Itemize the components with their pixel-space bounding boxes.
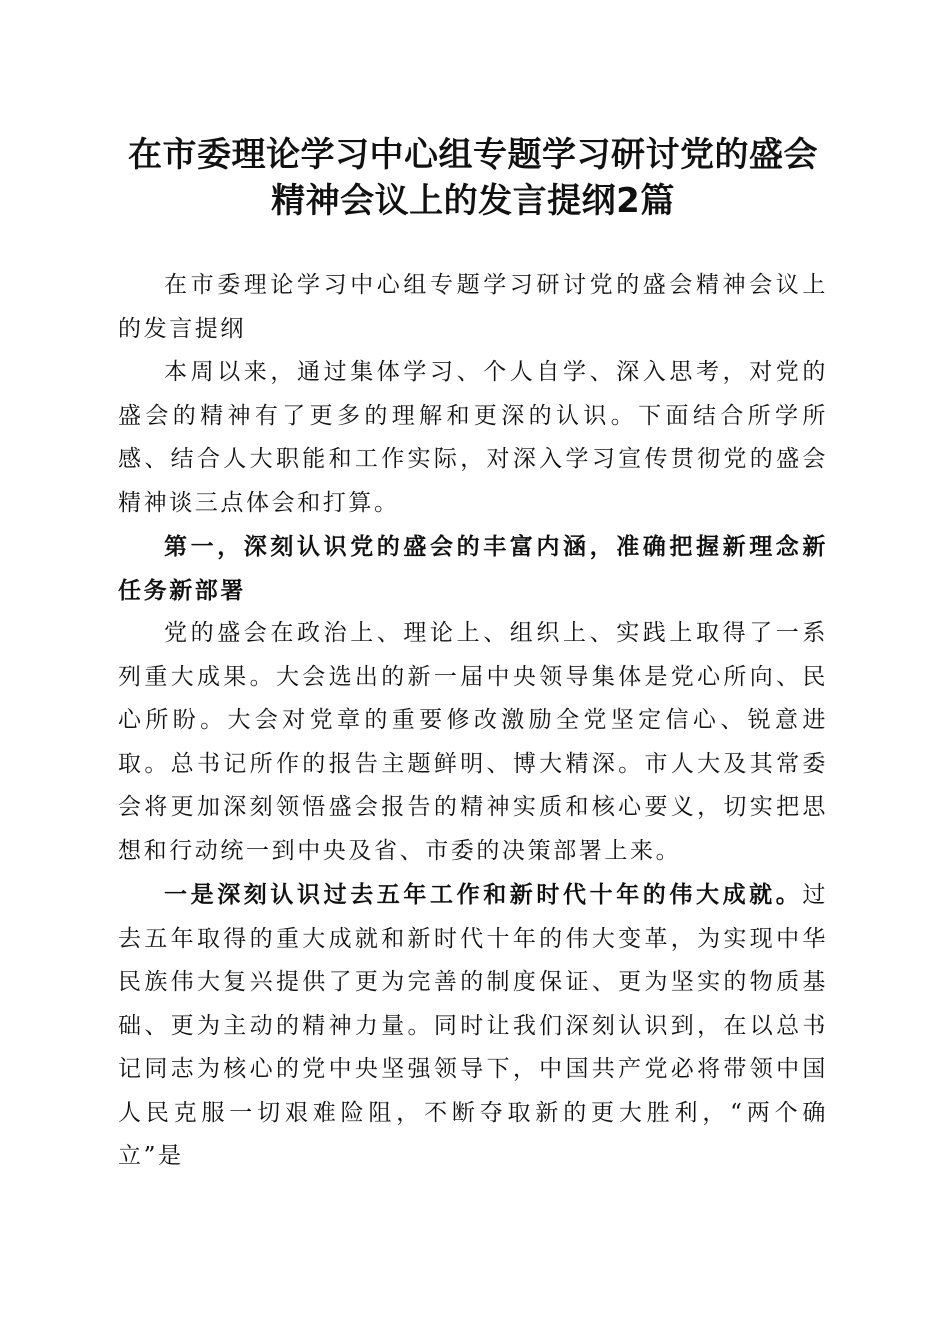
point-one-lead: 一是深刻认识过去五年工作和新时代十年的伟大成就。 [164,881,803,908]
paragraph-subtitle: 在市委理论学习中心组专题学习研讨党的盛会精神会议上的发言提纲 [118,272,828,342]
title-line-1: 在市委理论学习中心组专题学习研讨党的盛会 [128,135,818,175]
paragraph-point-one [118,873,828,1179]
title-line-2: 精神会议上的发言提纲2篇 [271,181,675,221]
document-body [118,264,828,1179]
point-one-text: 过去五年取得的重大成就和新时代十年的伟大变革，为实现中华民族伟大复兴提供了更为完善的制度保证、更为坚实的物质基础、更为主动的精神力量。同时让我们深刻认识到，在以总书记同志为核心的党中央坚强领导下，中国共产党必将带领中国人民克服一切艰难险阻，不断夺取新的更大胜利，“两个确立”是 [118,882,828,1169]
paragraph-achievements: 党的盛会在政治上、理论上、组织上、实践上取得了一系列重大成果。大会选出的新一届中央领导集体是党心所向、民心所盼。大会对党章的重要修改激励全党坚定信心、锐意进取。总书记所作的报告主题鲜明、博大精深。市人大及其常委会将更加深刻领悟盛会报告的精神实质和核心要义，切实把思想和行动统一到中央及省、市委的决策部署上来。 [118,620,828,864]
paragraph-intro: 本周以来，通过集体学习、个人自学、深入思考，对党的盛会的精神有了更多的理解和更深的认识。下面结合所学所感、结合人大职能和工作实际，对深入学习宣传贯彻党的盛会精神谈三点体会和打算。 [118,359,828,516]
document-title [118,132,828,224]
section-heading-first: 第一，深刻认识党的盛会的丰富内涵，准确把握新理念新任务新部署 [118,533,828,604]
